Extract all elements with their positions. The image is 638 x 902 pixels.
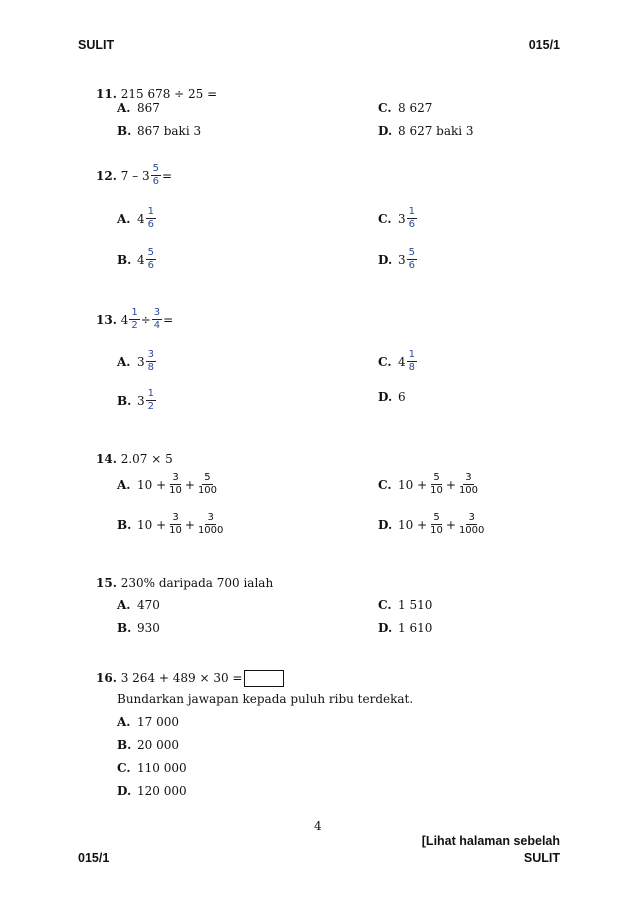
question-expression: 7 – 3 bbox=[120, 168, 150, 183]
q16-option-c[interactable] bbox=[117, 761, 187, 775]
q13-option-c[interactable] bbox=[378, 350, 418, 373]
option-text: 470 bbox=[137, 598, 160, 612]
question-number: 13. bbox=[96, 312, 117, 327]
fraction bbox=[167, 513, 184, 536]
q13-option-a[interactable] bbox=[117, 350, 157, 373]
denominator: 8 bbox=[147, 362, 155, 373]
numerator: 5 bbox=[433, 472, 440, 483]
question-expression: 3 264 + 489 × 30 = bbox=[120, 671, 243, 685]
whole-term: 10 + bbox=[137, 517, 167, 532]
question-14 bbox=[96, 452, 173, 466]
numerator: 5 bbox=[433, 512, 440, 523]
numerator: 1 bbox=[147, 206, 155, 217]
numerator: 5 bbox=[204, 472, 211, 483]
denominator: 10 bbox=[430, 485, 443, 496]
option-text: 8 627 bbox=[398, 101, 433, 115]
option-text: 930 bbox=[137, 621, 160, 635]
option-letter: D. bbox=[378, 517, 393, 532]
q14-option-c[interactable] bbox=[378, 473, 481, 496]
footer-sulit: SULIT bbox=[523, 851, 560, 865]
option-letter: B. bbox=[117, 124, 132, 138]
numerator: 1 bbox=[408, 349, 416, 360]
fraction bbox=[196, 473, 219, 496]
plus-sign: + bbox=[184, 517, 195, 532]
numerator: 3 bbox=[172, 472, 179, 483]
q12-option-a[interactable] bbox=[117, 207, 157, 230]
fraction bbox=[457, 473, 480, 496]
whole-number: 4 bbox=[120, 312, 129, 327]
q12-option-b[interactable] bbox=[117, 248, 157, 271]
q15-option-d[interactable] bbox=[378, 621, 432, 635]
q14-option-a[interactable] bbox=[117, 473, 220, 496]
numerator: 3 bbox=[172, 512, 179, 523]
option-text: 1 510 bbox=[398, 598, 433, 612]
whole-number: 4 bbox=[398, 354, 406, 369]
fraction bbox=[407, 248, 417, 271]
equals-sign: = bbox=[162, 168, 173, 183]
plus-sign: + bbox=[445, 477, 456, 492]
whole-term: 10 + bbox=[398, 517, 428, 532]
denominator: 10 bbox=[430, 525, 443, 536]
question-15 bbox=[96, 576, 273, 590]
denominator: 4 bbox=[153, 320, 161, 331]
option-letter: D. bbox=[378, 252, 393, 267]
denominator: 1000 bbox=[458, 525, 485, 536]
fraction bbox=[407, 350, 417, 373]
option-letter: A. bbox=[117, 598, 131, 612]
denominator: 6 bbox=[408, 260, 416, 271]
denominator: 10 bbox=[169, 525, 182, 536]
q14-option-d[interactable] bbox=[378, 513, 487, 536]
question-expression: 215 678 ÷ 25 = bbox=[120, 87, 218, 101]
question-expression: 2.07 × 5 bbox=[120, 452, 173, 466]
option-text: 8 627 baki 3 bbox=[398, 124, 474, 138]
fraction bbox=[167, 473, 184, 496]
whole-number: 3 bbox=[398, 252, 406, 267]
option-letter: B. bbox=[117, 621, 132, 635]
whole-number: 4 bbox=[137, 211, 145, 226]
numerator: 3 bbox=[468, 512, 475, 523]
q12-option-c[interactable] bbox=[378, 207, 418, 230]
question-number: 12. bbox=[96, 168, 117, 183]
whole-number: 4 bbox=[137, 252, 145, 267]
numerator: 1 bbox=[408, 206, 416, 217]
option-text: 20 000 bbox=[137, 738, 179, 752]
option-letter: A. bbox=[117, 101, 131, 115]
answer-box[interactable] bbox=[244, 670, 284, 687]
option-letter: C. bbox=[378, 101, 392, 115]
page-number: 4 bbox=[314, 819, 322, 833]
option-letter: B. bbox=[117, 738, 132, 752]
option-letter: C. bbox=[378, 211, 392, 226]
denominator: 2 bbox=[147, 401, 155, 412]
numerator: 5 bbox=[152, 163, 159, 174]
whole-term: 10 + bbox=[398, 477, 428, 492]
numerator: 3 bbox=[153, 307, 161, 318]
fraction bbox=[146, 248, 156, 271]
option-letter: A. bbox=[117, 477, 131, 492]
q13-option-b[interactable] bbox=[117, 389, 157, 412]
equals-sign: = bbox=[163, 312, 174, 327]
q16-option-b[interactable] bbox=[117, 738, 179, 752]
q15-option-b[interactable] bbox=[117, 621, 160, 635]
q15-option-c[interactable] bbox=[378, 598, 432, 612]
fraction bbox=[428, 473, 445, 496]
option-text: 110 000 bbox=[137, 761, 187, 775]
whole-number: 3 bbox=[398, 211, 406, 226]
plus-sign: + bbox=[184, 477, 195, 492]
q11-option-d[interactable] bbox=[378, 124, 474, 138]
question-expression: 230% daripada 700 ialah bbox=[120, 576, 274, 590]
denominator: 1000 bbox=[197, 525, 224, 536]
numerator: 5 bbox=[147, 247, 155, 258]
numerator: 3 bbox=[465, 472, 472, 483]
question-number: 15. bbox=[96, 576, 117, 590]
next-page-note: [Lihat halaman sebelah bbox=[421, 834, 560, 848]
numerator: 1 bbox=[131, 307, 138, 318]
plus-sign: + bbox=[445, 517, 456, 532]
numerator: 3 bbox=[147, 349, 155, 360]
option-letter: B. bbox=[117, 393, 132, 408]
denominator: 6 bbox=[147, 219, 155, 230]
numerator: 5 bbox=[408, 247, 416, 258]
fraction bbox=[196, 513, 225, 536]
q14-option-b[interactable] bbox=[117, 513, 226, 536]
option-letter: D. bbox=[378, 124, 393, 138]
denominator: 6 bbox=[152, 176, 159, 187]
option-text: 867 baki 3 bbox=[137, 124, 202, 138]
q16-option-d[interactable] bbox=[117, 784, 187, 798]
option-letter: C. bbox=[378, 477, 392, 492]
option-text: 120 000 bbox=[137, 784, 187, 798]
option-letter: A. bbox=[117, 354, 131, 369]
q11-option-b[interactable] bbox=[117, 124, 201, 138]
denominator: 100 bbox=[458, 485, 479, 496]
denominator: 100 bbox=[197, 485, 218, 496]
question-number: 14. bbox=[96, 452, 117, 466]
question-number: 11. bbox=[96, 87, 117, 101]
option-letter: B. bbox=[117, 517, 132, 532]
option-letter: B. bbox=[117, 252, 132, 267]
q15-option-a[interactable] bbox=[117, 598, 160, 612]
q16-option-a[interactable] bbox=[117, 715, 179, 729]
fraction bbox=[146, 350, 156, 373]
fraction bbox=[152, 308, 162, 331]
divide-sign: ÷ bbox=[140, 312, 151, 327]
question-16 bbox=[96, 670, 284, 687]
fraction bbox=[407, 207, 417, 230]
header-code: 015/1 bbox=[528, 38, 560, 52]
whole-number: 3 bbox=[137, 354, 145, 369]
question-11 bbox=[96, 87, 217, 101]
option-letter: D. bbox=[378, 621, 393, 635]
option-text: 17 000 bbox=[137, 715, 179, 729]
fraction bbox=[129, 308, 139, 331]
question-13 bbox=[96, 308, 173, 331]
numerator: 3 bbox=[207, 512, 214, 523]
denominator: 8 bbox=[408, 362, 416, 373]
denominator: 2 bbox=[131, 320, 138, 331]
whole-number: 3 bbox=[137, 393, 145, 408]
q12-option-d[interactable] bbox=[378, 248, 418, 271]
fraction bbox=[146, 389, 156, 412]
option-letter: C. bbox=[117, 761, 131, 775]
option-text: 1 610 bbox=[398, 621, 433, 635]
denominator: 6 bbox=[408, 219, 416, 230]
fraction bbox=[457, 513, 486, 536]
denominator: 6 bbox=[147, 260, 155, 271]
q13-option-d[interactable] bbox=[378, 390, 406, 404]
header-sulit: SULIT bbox=[78, 38, 115, 52]
fraction bbox=[151, 164, 161, 187]
option-letter: C. bbox=[378, 354, 392, 369]
q16-instruction: Bundarkan jawapan kepada puluh ribu terdekat. bbox=[117, 692, 414, 706]
option-text: 6 bbox=[398, 390, 406, 404]
option-letter: D. bbox=[378, 390, 393, 404]
option-letter: A. bbox=[117, 715, 131, 729]
denominator: 10 bbox=[169, 485, 182, 496]
whole-term: 10 + bbox=[137, 477, 167, 492]
footer-code: 015/1 bbox=[78, 851, 110, 865]
q11-option-c[interactable] bbox=[378, 101, 432, 115]
fraction bbox=[428, 513, 445, 536]
option-letter: D. bbox=[117, 784, 132, 798]
option-letter: A. bbox=[117, 211, 131, 226]
fraction bbox=[146, 207, 156, 230]
q11-option-a[interactable] bbox=[117, 101, 160, 115]
option-letter: C. bbox=[378, 598, 392, 612]
option-text: 867 bbox=[137, 101, 160, 115]
numerator: 1 bbox=[147, 388, 155, 399]
question-12 bbox=[96, 164, 172, 187]
question-number: 16. bbox=[96, 671, 117, 685]
